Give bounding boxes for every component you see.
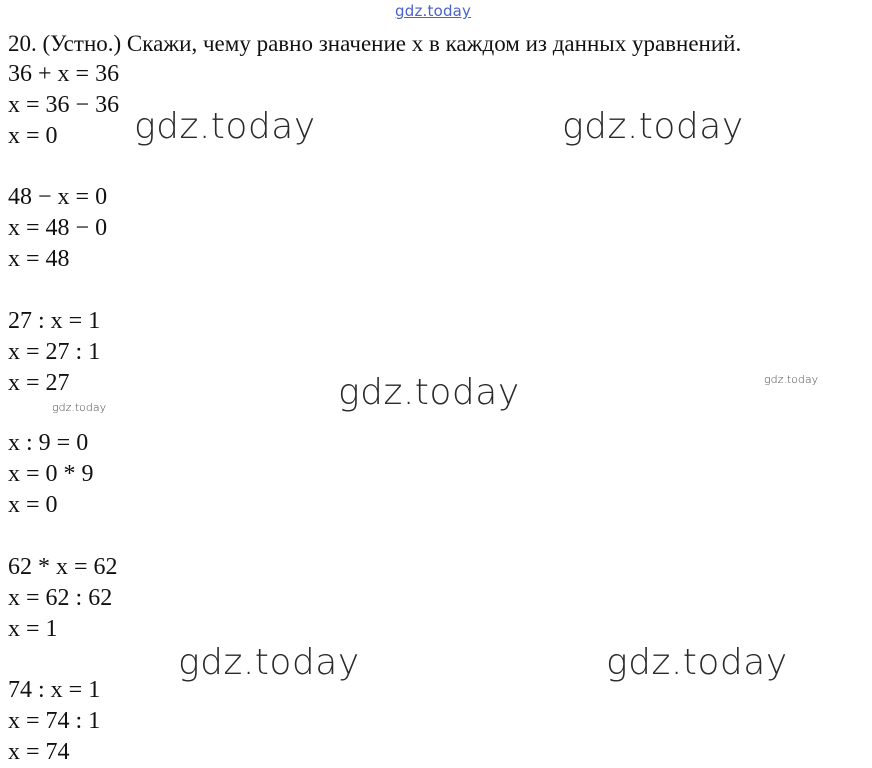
watermark: gdz.today bbox=[606, 642, 788, 683]
equation-line: x = 27 bbox=[8, 370, 70, 396]
equation-line: x = 48 − 0 bbox=[8, 215, 108, 241]
equation-line: 48 − x = 0 bbox=[8, 184, 108, 210]
equation-line: x = 48 bbox=[8, 246, 70, 272]
equation-line: 62 * x = 62 bbox=[8, 554, 118, 580]
equation-line: x : 9 = 0 bbox=[8, 430, 89, 456]
watermark: gdz.today bbox=[178, 642, 360, 683]
equation-line: x = 1 bbox=[8, 616, 58, 642]
watermark: gdz.today bbox=[52, 401, 107, 414]
equation-line: x = 27 : 1 bbox=[8, 339, 101, 365]
equation-line: 74 : x = 1 bbox=[8, 677, 101, 703]
watermark: gdz.today bbox=[338, 372, 520, 413]
watermark: gdz.today bbox=[562, 106, 744, 147]
watermark: gdz.today bbox=[764, 373, 819, 386]
equation-line: 27 : x = 1 bbox=[8, 308, 101, 334]
header-watermark: gdz.today bbox=[395, 2, 472, 20]
equation-line: x = 74 bbox=[8, 739, 70, 765]
equation-line: x = 74 : 1 bbox=[8, 708, 101, 734]
watermark: gdz.today bbox=[134, 106, 316, 147]
equation-line: x = 62 : 62 bbox=[8, 585, 113, 611]
equation-line: x = 0 bbox=[8, 492, 58, 518]
equation-line: 36 + x = 36 bbox=[8, 61, 120, 87]
equation-line: x = 0 bbox=[8, 123, 58, 149]
problem-title: 20. (Устно.) Скажи, чему равно значение x в каждом из данных уравнений. bbox=[8, 31, 742, 56]
equation-line: x = 36 − 36 bbox=[8, 92, 120, 118]
equation-line: x = 0 * 9 bbox=[8, 461, 94, 487]
